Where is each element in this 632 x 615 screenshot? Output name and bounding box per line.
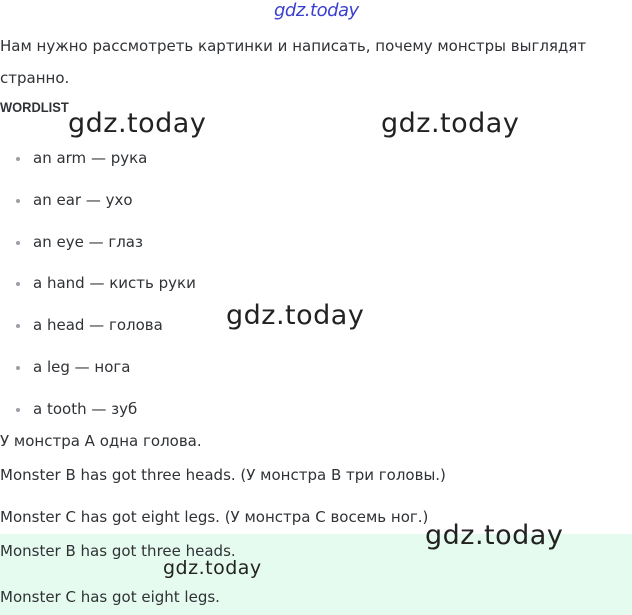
- site-watermark-top: gdz.today: [274, 0, 359, 21]
- sentence-monster-b: Monster B has got three heads. (У монстра B три головы.): [0, 466, 446, 484]
- intro-paragraph: Нам нужно рассмотреть картинки и написать, почему монстры выглядят странно.: [0, 37, 587, 87]
- bullet-icon: [16, 241, 20, 245]
- answer-line: Monster B has got three heads.: [0, 542, 236, 560]
- watermark: gdz.today: [163, 557, 262, 579]
- bullet-icon: [16, 408, 20, 412]
- watermark: gdz.today: [226, 300, 365, 331]
- bullet-icon: [16, 157, 20, 161]
- wordlist-item-text: an arm — рука: [33, 149, 148, 167]
- wordlist-item-text: a hand — кисть руки: [33, 274, 196, 293]
- list-item: [0, 263, 196, 305]
- watermark: gdz.today: [381, 108, 520, 139]
- list-item: [0, 389, 196, 431]
- wordlist-heading: WORDLIST: [0, 99, 69, 115]
- watermark: gdz.today: [425, 520, 564, 551]
- bullet-icon: [16, 324, 20, 328]
- wordlist: [0, 138, 196, 431]
- list-item: [0, 347, 196, 389]
- wordlist-item-text: an eye — глаз: [33, 232, 143, 251]
- wordlist-item-text: a leg — нога: [33, 357, 131, 376]
- sentence-monster-c: Monster C has got eight legs. (У монстра C восемь ног.): [0, 508, 429, 526]
- list-item: [0, 222, 196, 264]
- wordlist-item-text: an ear — ухо: [33, 190, 133, 209]
- list-item: [0, 305, 196, 347]
- list-item: [0, 180, 196, 222]
- wordlist-item-text: a tooth — зуб: [33, 399, 138, 418]
- wordlist-item-text: a head — голова: [33, 316, 163, 335]
- bullet-icon: [16, 199, 20, 203]
- answer-line: Monster C has got eight legs.: [0, 588, 220, 606]
- watermark: gdz.today: [68, 108, 207, 139]
- bullet-icon: [16, 366, 20, 370]
- bullet-icon: [16, 282, 20, 286]
- sentence-monster-a: У монстра A одна голова.: [0, 432, 202, 450]
- list-item: [0, 138, 196, 180]
